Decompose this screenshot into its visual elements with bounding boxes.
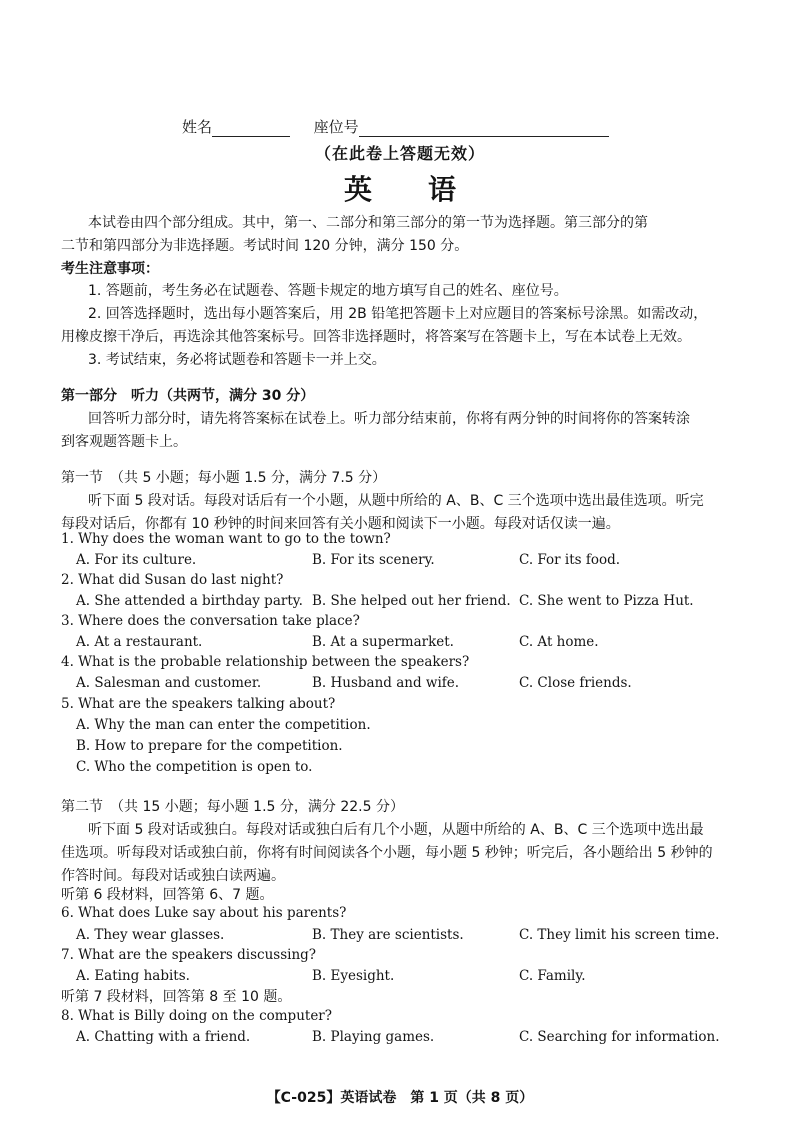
question-6: 6. What does Luke say about his parents? <box>61 905 347 921</box>
section1-desc-line-2: 每段对话后，你都有 10 秒钟的时间来回答有关小题和阅读下一小题。每段对话仅读一遍。 <box>61 516 620 532</box>
option-3a: A. At a restaurant. <box>76 634 203 650</box>
option-1a: A. For its culture. <box>76 552 197 568</box>
notice-item-2-line-1: 2. 回答选择题时，选出每小题答案后，用 2B 铅笔把答题卡上对应题目的答案标号涂黑。如需改动， <box>88 306 708 322</box>
option-4c: C. Close friends. <box>519 675 632 691</box>
option-2c: C. She went to Pizza Hut. <box>519 593 694 609</box>
material-7-instruction: 听第 7 段材料，回答第 8 至 10 题。 <box>61 989 292 1005</box>
option-6a: A. They wear glasses. <box>76 927 225 943</box>
notice-title: 考生注意事项： <box>61 261 159 277</box>
intro-line-1: 本试卷由四个部分组成。其中，第一、二部分和第三部分的第一节为选择题。第三部分的第 <box>88 215 648 231</box>
option-2a: A. She attended a birthday party. <box>76 593 303 609</box>
title-char-2: 语 <box>428 173 457 206</box>
part1-heading: 第一部分 听力（共两节，满分 30 分） <box>61 388 315 404</box>
option-1b: B. For its scenery. <box>312 552 435 568</box>
option-7a: A. Eating habits. <box>76 968 190 984</box>
option-8b: B. Playing games. <box>312 1029 435 1045</box>
option-3c: C. At home. <box>519 634 599 650</box>
name-blank <box>212 120 290 137</box>
option-8c: C. Searching for information. <box>519 1029 720 1045</box>
section2-heading: 第二节 （共 15 小题；每小题 1.5 分，满分 22.5 分） <box>61 799 404 815</box>
question-8: 8. What is Billy doing on the computer? <box>61 1008 332 1024</box>
notice-item-2-line-2: 用橡皮擦干净后，再选涂其他答案标号。回答非选择题时，将答案写在答题卡上，写在本试卷上无效。 <box>61 329 691 345</box>
option-3b: B. At a supermarket. <box>312 634 454 650</box>
option-7b: B. Eyesight. <box>312 968 395 984</box>
question-3: 3. Where does the conversation take place? <box>61 613 360 629</box>
option-4b: B. Husband and wife. <box>312 675 460 691</box>
option-2b: B. She helped out her friend. <box>312 593 511 609</box>
intro-line-2: 二节和第四部分为非选择题。考试时间 120 分钟，满分 150 分。 <box>61 238 469 254</box>
option-5a: A. Why the man can enter the competition. <box>76 717 371 733</box>
question-4: 4. What is the probable relationship between the speakers? <box>61 654 470 670</box>
option-1c: C. For its food. <box>519 552 621 568</box>
question-7: 7. What are the speakers discussing? <box>61 947 317 963</box>
material-6-instruction: 听第 6 段材料，回答第 6、7 题。 <box>61 887 274 903</box>
option-6c: C. They limit his screen time. <box>519 927 720 943</box>
section1-heading: 第一节 （共 5 小题；每小题 1.5 分，满分 7.5 分） <box>61 470 387 486</box>
seat-label: 座位号 <box>313 118 359 136</box>
title-char-1: 英 <box>343 173 372 206</box>
part1-desc-line-1: 回答听力部分时，请先将答案标在试卷上。听力部分结束前，你将有两分钟的时间将你的答案转涂 <box>88 411 690 427</box>
name-label: 姓名 <box>182 118 213 136</box>
question-5: 5. What are the speakers talking about? <box>61 696 336 712</box>
section2-desc-line-3: 作答时间。每段对话或独白读两遍。 <box>61 868 285 884</box>
section2-desc-line-1: 听下面 5 段对话或独白。每段对话或独白后有几个小题，从题中所给的 A、B、C 三个选项中选出最 <box>88 822 704 838</box>
notice-item-3: 3. 考试结束，务必将试题卷和答题卡一并上交。 <box>88 352 386 368</box>
option-5b: B. How to prepare for the competition. <box>76 738 343 754</box>
answer-invalid-note: （在此卷上答题无效） <box>314 144 485 163</box>
option-5c: C. Who the competition is open to. <box>76 759 313 775</box>
notice-item-1: 1. 答题前，考生务必在试题卷、答题卡规定的地方填写自己的姓名、座位号。 <box>88 283 568 299</box>
option-6b: B. They are scientists. <box>312 927 464 943</box>
option-8a: A. Chatting with a friend. <box>76 1029 251 1045</box>
page-footer: 【C-025】英语试卷 第 1 页（共 8 页） <box>266 1090 534 1106</box>
question-2: 2. What did Susan do last night? <box>61 572 284 588</box>
seat-blank <box>359 120 609 137</box>
option-4a: A. Salesman and customer. <box>76 675 262 691</box>
section1-desc-line-1: 听下面 5 段对话。每段对话后有一个小题，从题中所给的 A、B、C 三个选项中选出最佳选项。听完 <box>88 493 704 509</box>
student-info-line <box>182 116 609 137</box>
question-1: 1. Why does the woman want to go to the town? <box>61 531 391 547</box>
option-7c: C. Family. <box>519 968 586 984</box>
page-title <box>0 168 800 208</box>
section2-desc-line-2: 佳选项。听每段对话或独白前，你将有时间阅读各个小题，每小题 5 秒钟；听完后，各小题给出 5 秒钟的 <box>61 845 713 861</box>
part1-desc-line-2: 到客观题答题卡上。 <box>61 434 187 450</box>
